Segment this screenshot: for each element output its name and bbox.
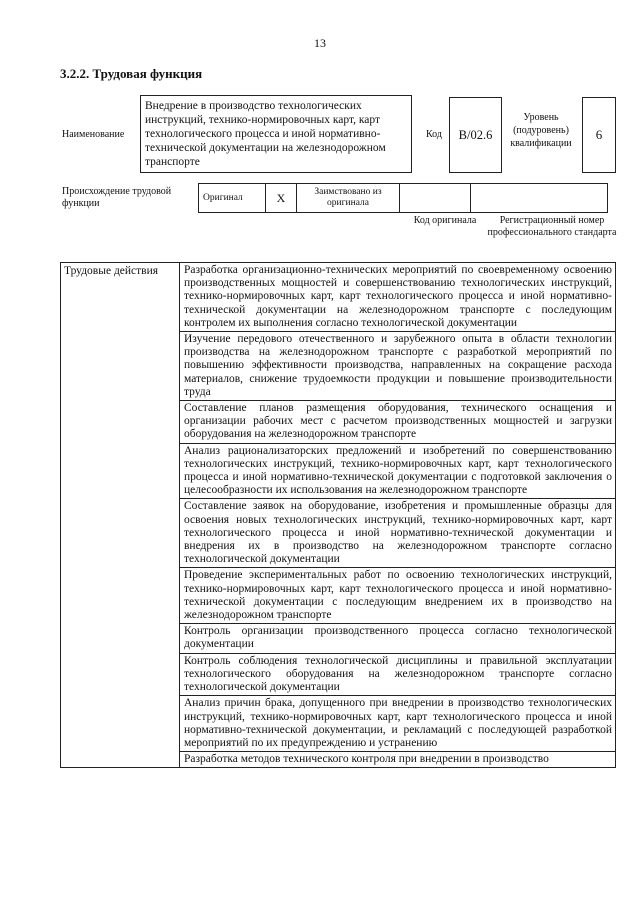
original-mark: X <box>266 184 297 213</box>
labor-action-item: Контроль соблюдения технологической дисциплины и правильной эксплуатации технологического оборудования на железнодорожном транспорте согласно технологической документации <box>180 653 616 696</box>
labor-actions-heading: Трудовые действия <box>61 263 180 768</box>
origin-table <box>198 183 608 213</box>
labor-action-item: Изучение передового отечественного и зарубежного опыта в области технологии производства на железнодорожном транспорте с разработкой мероприятий по повышению эффективности производства, направленных на сокращение расхода материалов, снижение трудоемкости продукции и повышение производительности труда <box>180 332 616 401</box>
reg-number-label: Регистрационный номер профессионального стандарта <box>487 215 617 238</box>
labor-action-item: Составление заявок на оборудование, изобретения и промышленные образцы для освоения новых технологических инструкций, технико-нормировочных карт, карт технологического процесса и иной нормативно-технической документации и внедрения их в производство на железнодорожном транспорте согласно технологической документации <box>180 499 616 568</box>
labor-action-item: Разработка организационно-технических мероприятий по своевременному освоению производственных мощностей и совершенствованию технологических инструкций, технико-нормировочных карт, карт технологического процесса и иной нормативно-технической документации на железнодорожном транспорте с последующим контролем их выполнения согласно технологической документации <box>180 263 616 332</box>
level-box: 6 <box>582 97 616 173</box>
origin-label: Происхождение трудовой функции <box>62 186 172 209</box>
function-name-box: Внедрение в производство технологических инструкций, технико-нормировочных карт, карт технологического процесса и иной нормативно-технической документации на железнодорожном транспорте <box>140 95 412 173</box>
labor-action-item: Контроль организации производственного процесса согласно технологической документации <box>180 624 616 653</box>
labor-action-item: Проведение экспериментальных работ по освоению технологических инструкций, технико-нормировочных карт, карт технологического процесса и иной нормативно-технической документации с последующим внедрением их в производство на железнодорожном транспорте <box>180 568 616 624</box>
code-box: B/02.6 <box>449 97 502 173</box>
level-label: Уровень (подуровень) квалификации <box>510 112 572 149</box>
section-title: 3.2.2. Трудовая функция <box>60 66 203 81</box>
code-original-cell <box>400 184 471 213</box>
labor-actions-table <box>60 262 616 768</box>
labor-action-item: Анализ причин брака, допущенного при внедрении в производство технологических инструкций, технико-нормировочных карт, карт технологического процесса и иной нормативно-технической документации, и рекламаций с последующей разработкой мероприятий по их предупреждению и устранению <box>180 696 616 752</box>
code-original-label: Код оригинала <box>413 215 477 226</box>
labor-action-item: Анализ рационализаторских предложений и изобретений по совершенствованию технологических инструкций, технико-нормировочных карт, карт технологического процесса и иной нормативно-технической документации с подготовкой заключения о целесообразности их использования на железнодорожном транспорте <box>180 443 616 499</box>
labor-action-item: Составление планов размещения оборудования, технического оснащения и организации рабочих мест с расчетом производственных мощностей и загрузки оборудования на железнодорожном транспорте <box>180 401 616 444</box>
name-label: Наименование <box>62 129 125 140</box>
original-cell: Оригинал <box>199 184 266 213</box>
page-number: 13 <box>314 36 326 50</box>
labor-action-item: Разработка методов технического контроля при внедрении в производство <box>180 752 616 768</box>
code-label: Код <box>426 129 442 140</box>
borrowed-cell: Заимствовано из оригинала <box>297 184 400 213</box>
reg-number-cell <box>471 184 608 213</box>
